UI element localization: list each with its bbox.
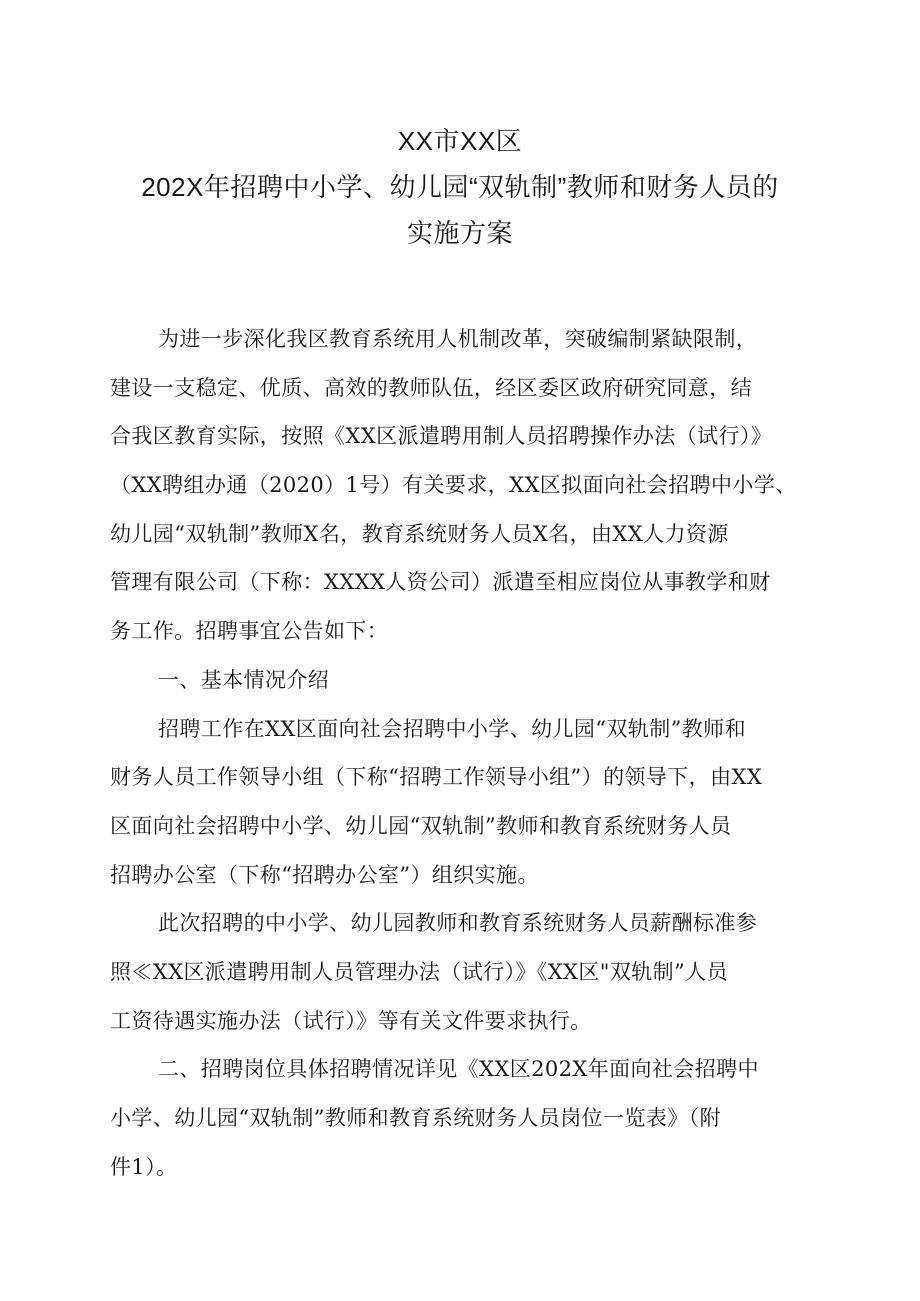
paragraph-line: 建设一支稳定、优质、高效的教师队伍，经区委区政府研究同意，结: [110, 375, 752, 400]
document-body: [110, 319, 810, 1195]
paragraph-line: 件1）。: [110, 1154, 178, 1179]
title-line-region: XX市XX区: [397, 126, 523, 156]
title-line-subject: 202X年招聘中小学、幼儿园“双轨制”教师和财务人员的: [141, 172, 779, 202]
title-line-plan: 实施方案: [406, 218, 513, 248]
paragraph-line: 为进一步深化我区教育系统用人机制改革，突破编制紧缺限制，: [158, 327, 758, 351]
paragraph-line: 区面向社会招聘中小学、幼儿园“双轨制”教师和教育系统财务人员: [110, 813, 732, 838]
paragraph-line: 招聘办公室（下称“招聘办公室”）组织实施。: [110, 862, 539, 887]
paragraph-line: （XX聘组办通（2020）1号）有关要求，XX区拟面向社会招聘中小学、: [110, 473, 797, 498]
paragraph-line: 管理有限公司（下称：XXXX人资公司）派遣至相应岗位从事教学和财: [110, 570, 771, 595]
paragraph-line: 招聘工作在XX区面向社会招聘中小学、幼儿园“双轨制”教师和: [158, 716, 746, 741]
paragraph-line: 合我区教育实际，按照《XX区派遣聘用制人员招聘操作办法（试行）》: [110, 424, 773, 449]
paragraph-line: 幼儿园“双轨制”教师X名，教育系统财务人员X名，由XX人力资源: [110, 521, 729, 546]
paragraph-line: 财务人员工作领导小组（下称“招聘工作领导小组”）的领导下，由XX: [110, 765, 763, 790]
paragraph-line: 工资待遇实施办法（试行）》等有关文件要求执行。: [110, 1008, 592, 1033]
paragraph-line: 此次招聘的中小学、幼儿园教师和教育系统财务人员薪酬标准参: [158, 911, 758, 936]
section-heading: 二、招聘岗位具体招聘情况详见《XX区202X年面向社会招聘中: [158, 1057, 759, 1082]
paragraph-line: 务工作。招聘事宜公告如下：: [110, 619, 389, 644]
paragraph-line: 照≪XX区派遣聘用制人员管理办法（试行）》《XX区"双轨制”人员: [110, 959, 728, 984]
document-title: [0, 118, 920, 256]
section-heading: 一、基本情况介绍: [158, 667, 330, 692]
paragraph-line: 小学、幼儿园“双轨制”教师和教育系统财务人员岗位一览表》（附: [110, 1106, 721, 1130]
